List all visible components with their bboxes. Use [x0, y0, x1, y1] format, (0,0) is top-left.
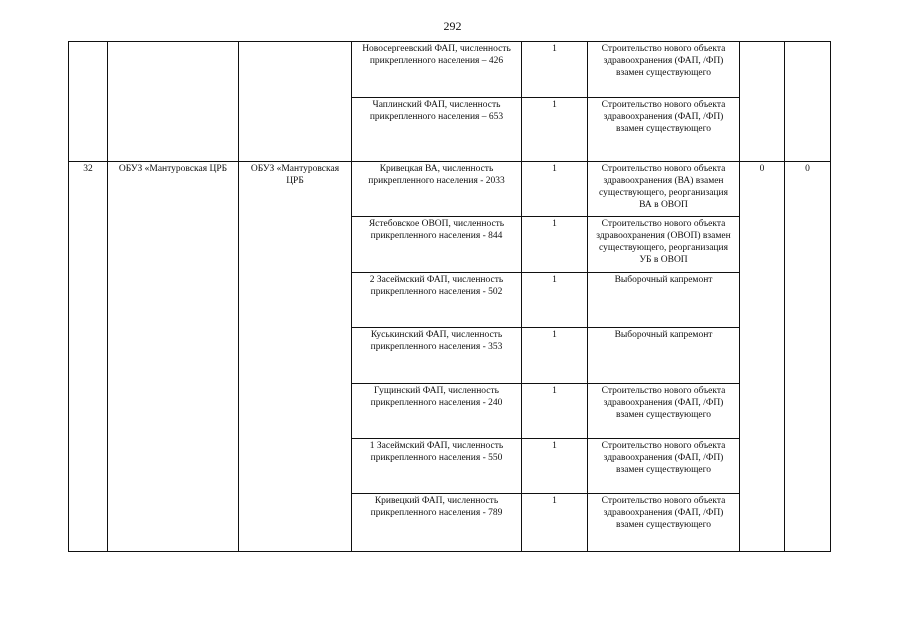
quantity-cell: 1: [522, 98, 588, 162]
quantity-cell: 1: [522, 162, 588, 217]
quantity-cell: 1: [522, 494, 588, 552]
work-type-cell: Строительство нового объекта здравоохранения (ВА) взамен существующего, реорганизация ВА в ОВОП: [588, 162, 740, 217]
facility-cell: Кривецкая ВА, численность прикрепленного населения - 2033: [352, 162, 522, 217]
organization-cell: ОБУЗ «Мантуровская ЦРБ: [239, 162, 352, 552]
facility-cell: Чаплинский ФАП, численность прикрепленного населения – 653: [352, 98, 522, 162]
org-cell: [108, 42, 239, 162]
work-type-cell: Строительство нового объекта здравоохранения (ФАП, /ФП) взамен существующего: [588, 494, 740, 552]
work-type-cell: Выборочный капремонт: [588, 273, 740, 328]
value-cell: [785, 42, 831, 162]
quantity-cell: 1: [522, 217, 588, 273]
organization-cell: ОБУЗ «Мантуровская ЦРБ: [108, 162, 239, 552]
value-cell: 0: [740, 162, 785, 552]
facility-cell: Новосергеевский ФАП, численность прикрепленного населения – 426: [352, 42, 522, 98]
row-number-cell: 32: [69, 162, 108, 552]
table-row: [69, 42, 831, 98]
work-type-cell: Строительство нового объекта здравоохранения (ФАП, /ФП) взамен существующего: [588, 42, 740, 98]
facility-cell: Куськинский ФАП, численность прикрепленного населения - 353: [352, 328, 522, 384]
work-type-cell: Строительство нового объекта здравоохранения (ФАП, /ФП) взамен существующего: [588, 98, 740, 162]
number-cell: [69, 42, 108, 162]
quantity-cell: 1: [522, 42, 588, 98]
facility-cell: Кривецкий ФАП, численность прикрепленного населения - 789: [352, 494, 522, 552]
facility-cell: 1 Засеймский ФАП, численность прикрепленного населения - 550: [352, 439, 522, 494]
value-cell: 0: [785, 162, 831, 552]
table-row: [69, 162, 831, 217]
work-type-cell: Строительство нового объекта здравоохранения (ФАП, /ФП) взамен существующего: [588, 439, 740, 494]
facility-cell: Ястебовское ОВОП, численность прикрепленного населения - 844: [352, 217, 522, 273]
org-cell: [239, 42, 352, 162]
quantity-cell: 1: [522, 328, 588, 384]
facilities-table: [68, 41, 831, 552]
page-number: 292: [443, 19, 462, 33]
work-type-cell: Строительство нового объекта здравоохранения (ОВОП) взамен существующего, реорганизация УБ в ОВОП: [588, 217, 740, 273]
facility-cell: Гущинский ФАП, численность прикрепленного населения - 240: [352, 384, 522, 439]
value-cell: [740, 42, 785, 162]
work-type-cell: Выборочный капремонт: [588, 328, 740, 384]
quantity-cell: 1: [522, 384, 588, 439]
facility-cell: 2 Засеймский ФАП, численность прикрепленного населения - 502: [352, 273, 522, 328]
work-type-cell: Строительство нового объекта здравоохранения (ФАП, /ФП) взамен существующего: [588, 384, 740, 439]
quantity-cell: 1: [522, 439, 588, 494]
quantity-cell: 1: [522, 273, 588, 328]
